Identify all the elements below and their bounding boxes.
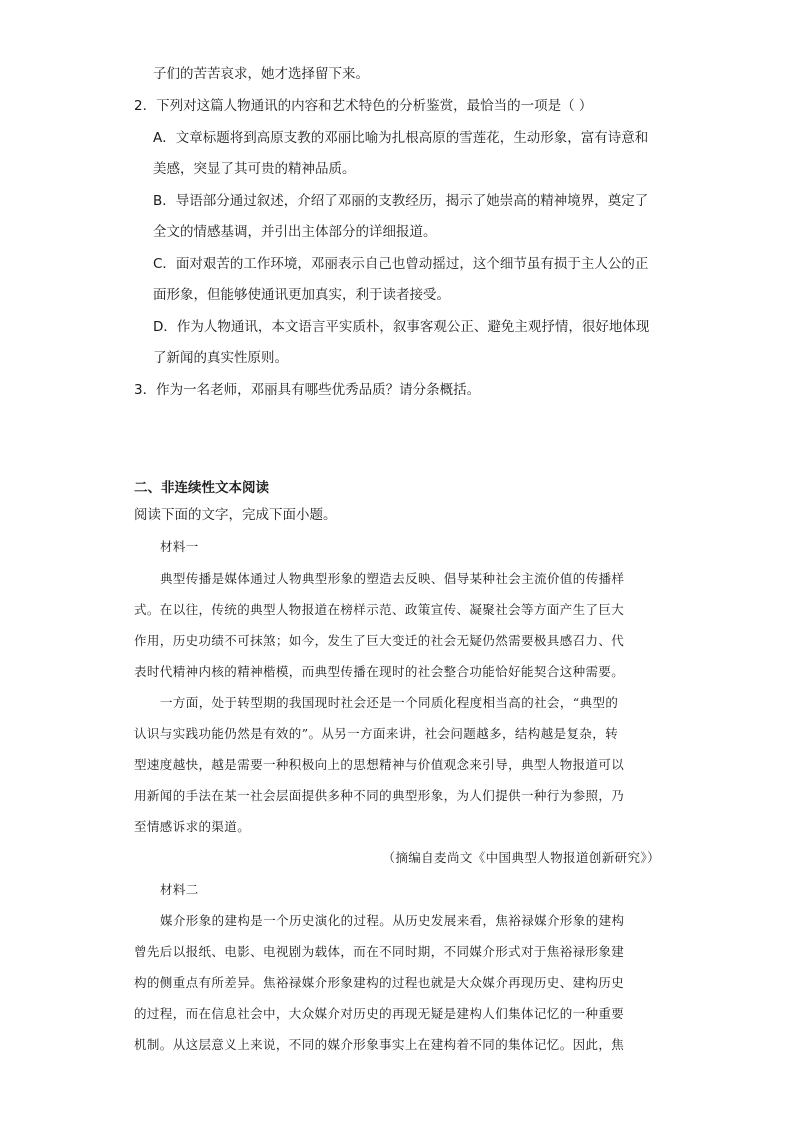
q2-option-a: A．文章标题将到高原支教的邓丽比喻为扎根高原的雪莲花，生动形象，富有诗意和	[153, 130, 649, 146]
material-1-line: 认识与实践功能仍然是有效的”。从另一方面来讲，社会问题越多，结构越是复杂，转	[134, 726, 619, 741]
material-2-line: 机制。从这层意义上来说，不同的媒介形象事实上在建构着不同的集体记忆。因此，焦	[134, 1037, 625, 1052]
material-2-title: 材料二	[160, 882, 199, 897]
q2-option-b-cont: 全文的情感基调，并引出主体部分的详细报道。	[153, 224, 437, 240]
q2-option-b: B．导语部分通过叙述，介绍了邓丽的支教经历，揭示了她崇高的精神境界，奠定了	[153, 193, 649, 209]
material-2-line: 曾先后以报纸、电影、电视剧为载体，而在不同时期，不同媒介形式对于焦裕禄形象建	[134, 944, 625, 959]
material-1-line: 用新闻的手法在某一社会层面提供多种不同的典型形象，为人们提供一种行为参照，乃	[134, 788, 625, 803]
q2-option-c-cont: 面形象，但能够使通讯更加真实，利于读者接受。	[153, 287, 450, 303]
material-2-line: 构的侧重点有所差异。焦裕禄媒介形象建构的过程也就是大众媒介再现历史、建构历史	[134, 975, 625, 990]
q2-option-a-cont: 美感，突显了其可贵的精神品质。	[153, 161, 356, 177]
material-2-line: 媒介形象的建构是一个历史演化的过程。从历史发展来看，焦裕禄媒介形象的建构	[160, 913, 625, 928]
material-1-line: 作用，历史功绩不可抹煞；如今，发生了巨大变迁的社会无疑仍然需要极具感召力、代	[134, 633, 625, 648]
material-1-line: 式。在以往，传统的典型人物报道在榜样示范、政策宣传、凝聚社会等方面产生了巨大	[134, 602, 625, 617]
material-1-line: 表时代精神内核的精神楷模，而典型传播在现时的社会整合功能恰好能契合这种需要。	[134, 664, 625, 679]
q2-stem: 2．下列对这篇人物通讯的内容和艺术特色的分析鉴赏，最恰当的一项是（ ）	[134, 98, 593, 114]
material-1-line: 一方面，处于转型期的我国现时社会还是一个同质化程度相当高的社会，“典型的	[160, 695, 619, 710]
q3-stem: 3．作为一名老师，邓丽具有哪些优秀品质？请分条概括。	[134, 382, 481, 398]
q1-tail-text: 子们的苦苦哀求，她才选择留下来。	[153, 66, 369, 82]
q2-option-d-cont: 了新闻的真实性原则。	[153, 350, 288, 366]
material-1-title: 材料一	[160, 539, 199, 554]
material-1-line: 典型传播是媒体通过人物典型形象的塑造去反映、倡导某种社会主流价值的传播样	[160, 571, 625, 586]
material-1-source: （摘编自麦尚文《中国典型人物报道创新研究》）	[382, 850, 660, 865]
q2-option-c: C．面对艰苦的工作环境，邓丽表示自己也曾动摇过，这个细节虽有损于主人公的正	[153, 256, 649, 272]
q2-option-d: D．作为人物通讯，本文语言平实质朴，叙事客观公正、避免主观抒情，很好地体现	[153, 319, 650, 335]
material-1-line: 型速度越快，越是需要一种积极向上的思想精神与价值观念来引导，典型人物报道可以	[134, 757, 625, 772]
material-2-line: 的过程，而在信息社会中，大众媒介对历史的再现无疑是建构人们集体记忆的一种重要	[134, 1006, 625, 1021]
section-heading: 二、非连续性文本阅读	[134, 480, 269, 496]
material-1-line: 至情感诉求的渠道。	[134, 819, 251, 834]
section-instruction: 阅读下面的文字，完成下面小题。	[134, 507, 337, 523]
